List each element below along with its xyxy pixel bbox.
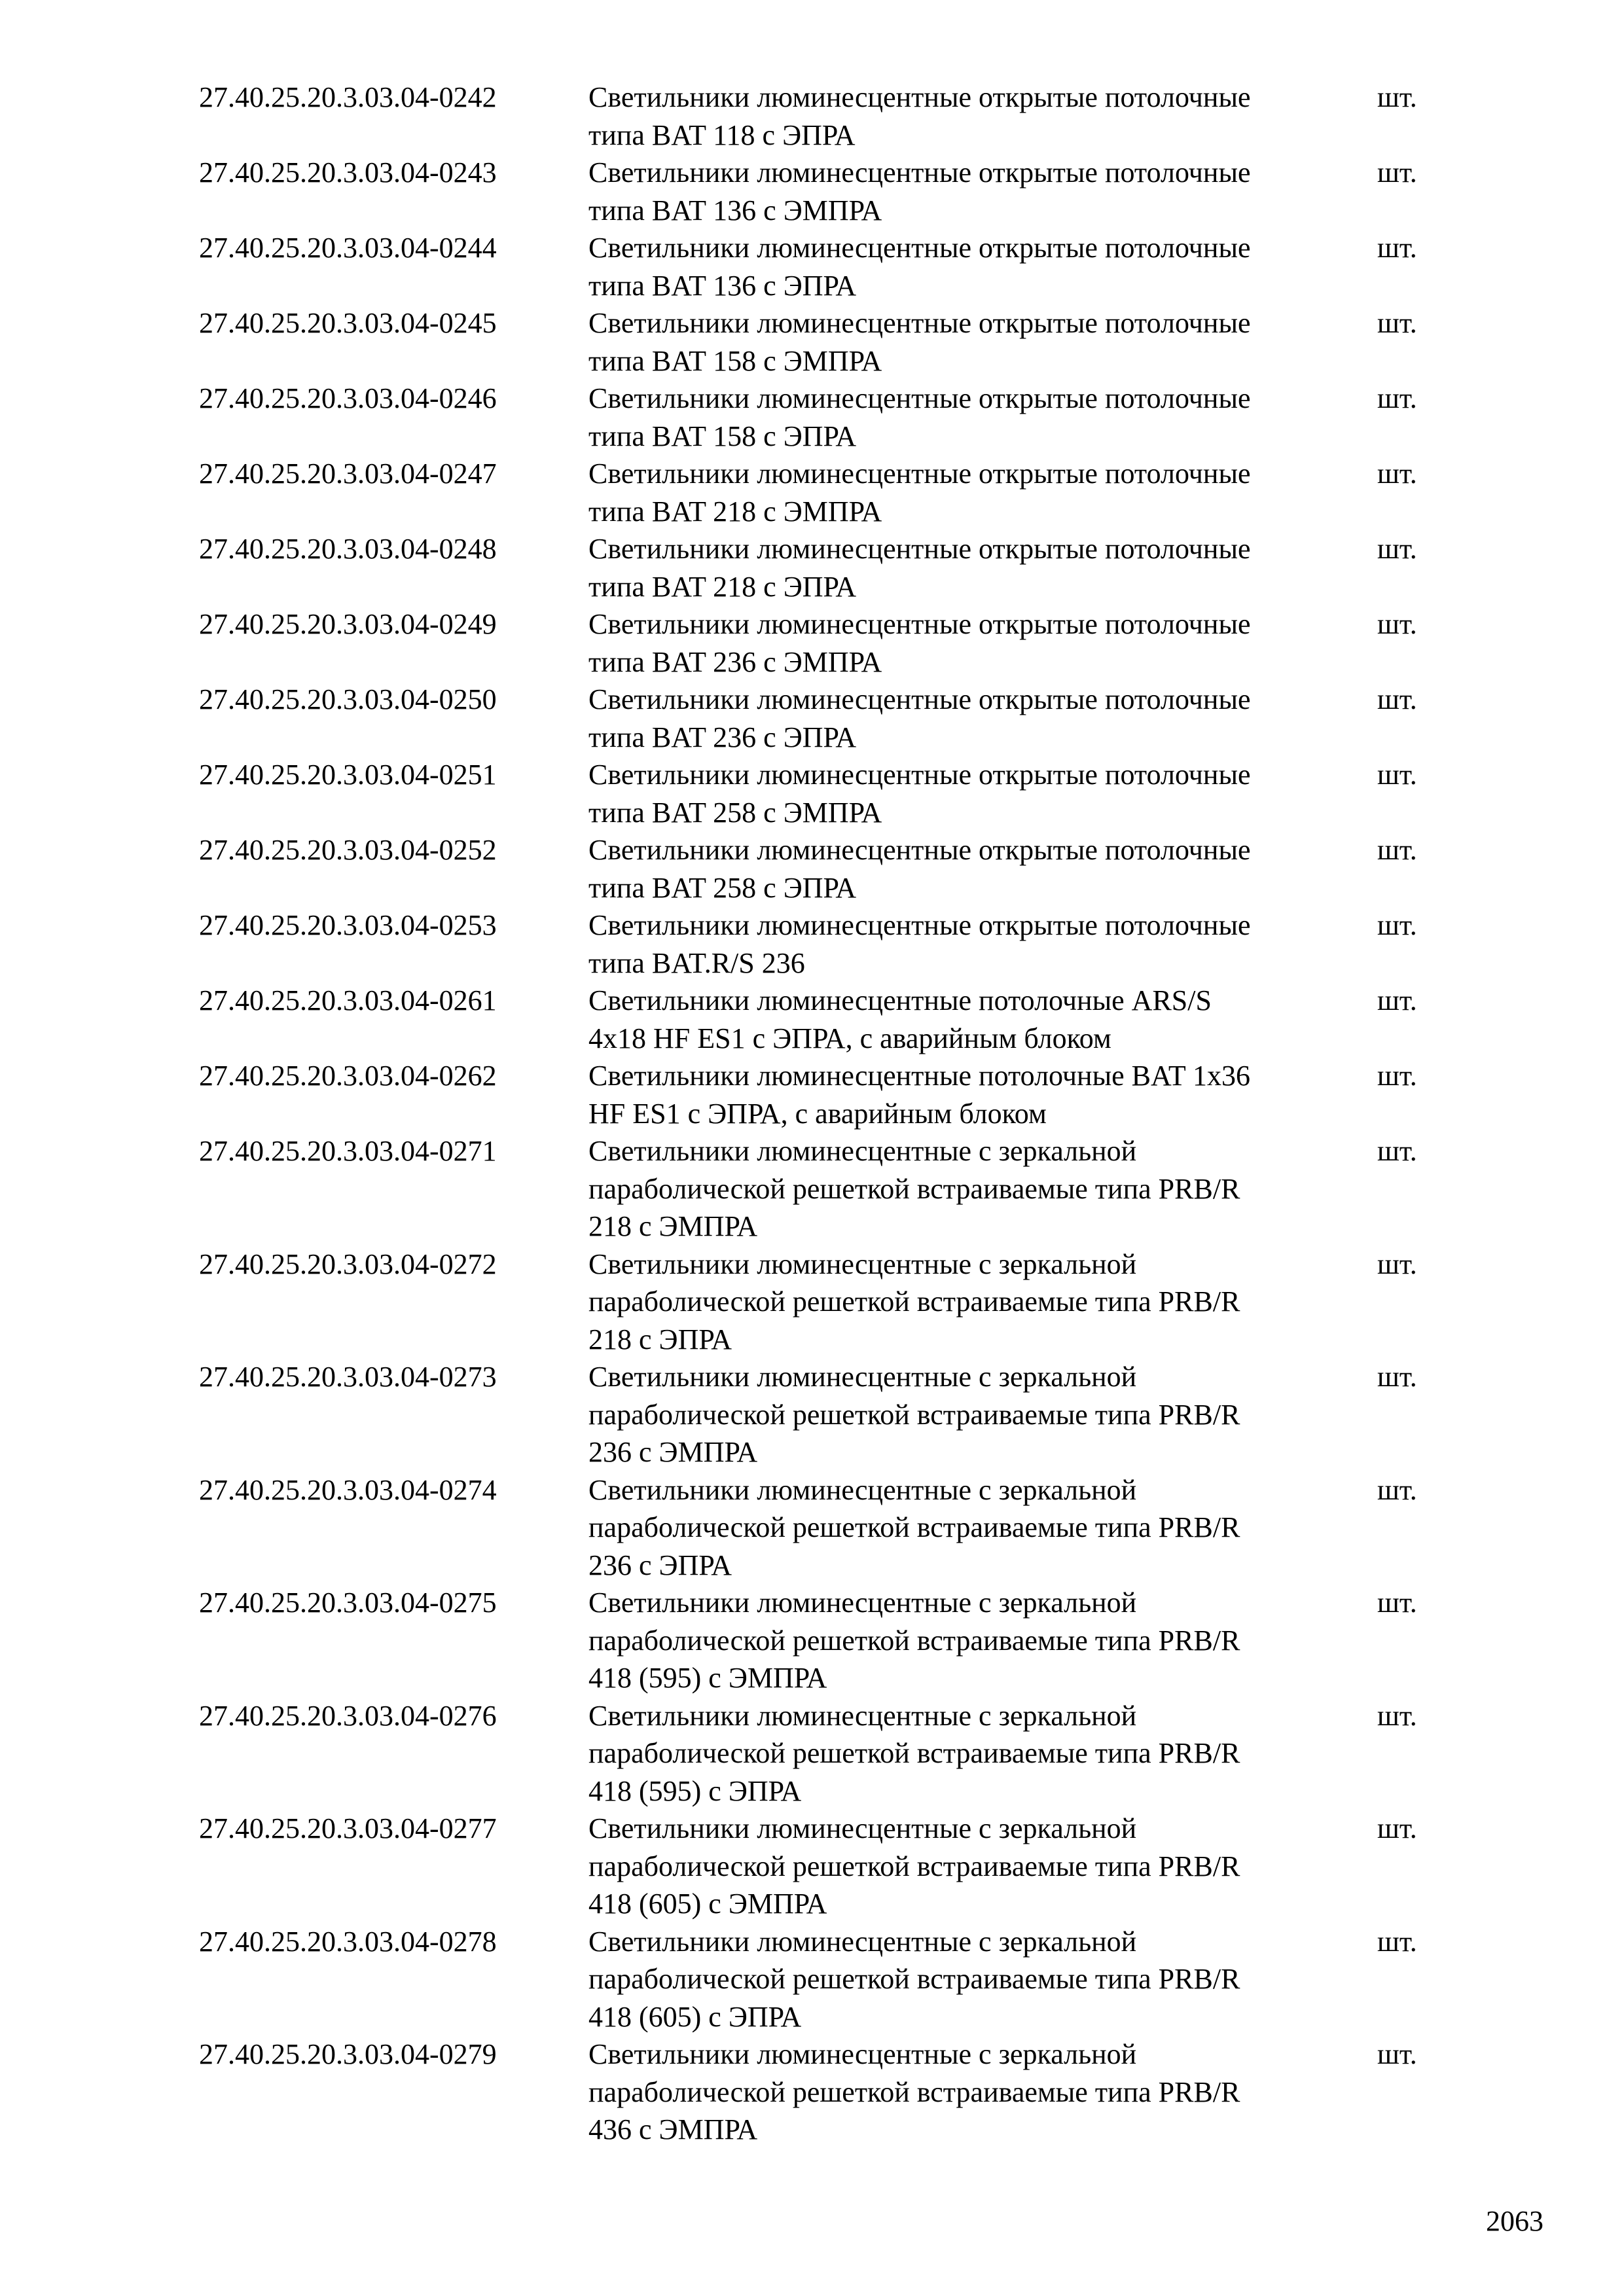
item-unit: шт. (1377, 382, 1417, 414)
item-description: Светильники люминесцентные с зеркальной параболической решеткой встраиваемые типа PRB/R 418 (595) с ЭПРА (588, 1699, 1240, 1807)
item-code: 27.40.25.20.3.03.04-0251 (199, 759, 497, 791)
catalog-row (0, 1132, 1624, 1246)
item-description: Светильники люминесцентные открытые потолочные типа BAT 236 с ЭПРА (588, 683, 1251, 753)
item-code: 27.40.25.20.3.03.04-0249 (199, 608, 497, 640)
catalog-row (0, 831, 1624, 906)
item-description: Светильники люминесцентные с зеркальной параболической решеткой встраиваемые типа PRB/R 218 с ЭПРА (588, 1247, 1240, 1355)
item-unit: шт. (1377, 1587, 1417, 1619)
item-unit: шт. (1377, 533, 1417, 565)
item-description: Светильники люминесцентные открытые потолочные типа BAT 118 с ЭПРА (588, 81, 1251, 151)
catalog-row (0, 1246, 1624, 1359)
item-description: Светильники люминесцентные открытые потолочные типа BAT 158 с ЭПРА (588, 382, 1251, 452)
item-code: 27.40.25.20.3.03.04-0271 (199, 1135, 497, 1167)
item-unit: шт. (1377, 457, 1417, 490)
catalog-row (0, 154, 1624, 229)
item-description: Светильники люминесцентные открытые потолочные типа BAT 236 с ЭМПРА (588, 608, 1251, 678)
item-code: 27.40.25.20.3.03.04-0274 (199, 1473, 497, 1506)
item-unit: шт. (1377, 1812, 1417, 1844)
catalog-row (0, 380, 1624, 455)
catalog-row (0, 982, 1624, 1057)
item-code: 27.40.25.20.3.03.04-0261 (199, 984, 497, 1016)
item-description: Светильники люминесцентные открытые потолочные типа BAT.R/S 236 (588, 909, 1251, 979)
item-description: Светильники люминесцентные с зеркальной параболической решеткой встраиваемые типа PRB/R 418 (605) с ЭМПРА (588, 1812, 1240, 1920)
item-description: Светильники люминесцентные открытые потолочные типа BAT 136 с ЭПРА (588, 232, 1251, 302)
item-unit: шт. (1377, 1361, 1417, 1393)
item-unit: шт. (1377, 1060, 1417, 1092)
catalog-row (0, 1471, 1624, 1585)
item-unit: шт. (1377, 909, 1417, 941)
item-description: Светильники люминесцентные потолочные BAT 1x36 HF ES1 с ЭПРА, с аварийным блоком (588, 1060, 1250, 1130)
item-description: Светильники люминесцентные открытые потолочные типа BAT 218 с ЭМПРА (588, 457, 1251, 528)
item-code: 27.40.25.20.3.03.04-0272 (199, 1247, 497, 1280)
item-code: 27.40.25.20.3.03.04-0253 (199, 909, 497, 941)
item-code: 27.40.25.20.3.03.04-0279 (199, 2038, 497, 2070)
item-description: Светильники люминесцентные открытые потолочные типа BAT 258 с ЭПРА (588, 834, 1251, 904)
item-code: 27.40.25.20.3.03.04-0277 (199, 1812, 497, 1844)
catalog-row (0, 304, 1624, 380)
item-code: 27.40.25.20.3.03.04-0252 (199, 834, 497, 866)
item-unit: шт. (1377, 1247, 1417, 1280)
catalog-row (0, 1057, 1624, 1132)
item-unit: шт. (1377, 1473, 1417, 1506)
item-unit: шт. (1377, 81, 1417, 113)
item-code: 27.40.25.20.3.03.04-0273 (199, 1361, 497, 1393)
item-code: 27.40.25.20.3.03.04-0278 (199, 1925, 497, 1958)
catalog-row (0, 229, 1624, 304)
item-unit: шт. (1377, 307, 1417, 339)
item-code: 27.40.25.20.3.03.04-0246 (199, 382, 497, 414)
catalog-row (0, 605, 1624, 681)
item-description: Светильники люминесцентные с зеркальной параболической решеткой встраиваемые типа PRB/R 418 (605) с ЭПРА (588, 1925, 1240, 2033)
item-unit: шт. (1377, 1135, 1417, 1167)
catalog-row (0, 1358, 1624, 1471)
item-unit: шт. (1377, 156, 1417, 188)
item-description: Светильники люминесцентные открытые потолочные типа BAT 158 с ЭМПРА (588, 307, 1251, 377)
item-unit: шт. (1377, 834, 1417, 866)
catalog-row (0, 79, 1624, 154)
catalog-row (0, 756, 1624, 831)
catalog-row (0, 530, 1624, 605)
catalog-row (0, 1810, 1624, 1923)
page-number: 2063 (1486, 2205, 1543, 2237)
item-unit: шт. (1377, 984, 1417, 1016)
item-unit: шт. (1377, 759, 1417, 791)
item-description: Светильники люминесцентные открытые потолочные типа BAT 258 с ЭМПРА (588, 759, 1251, 829)
item-description: Светильники люминесцентные с зеркальной параболической решеткой встраиваемые типа PRB/R 236 с ЭПРА (588, 1473, 1240, 1581)
item-code: 27.40.25.20.3.03.04-0275 (199, 1587, 497, 1619)
catalog-row (0, 1923, 1624, 2036)
catalog-list (0, 79, 1624, 2149)
item-code: 27.40.25.20.3.03.04-0243 (199, 156, 497, 188)
item-code: 27.40.25.20.3.03.04-0262 (199, 1060, 497, 1092)
catalog-row (0, 2036, 1624, 2149)
item-description: Светильники люминесцентные открытые потолочные типа BAT 136 с ЭМПРА (588, 156, 1251, 226)
catalog-row (0, 455, 1624, 530)
catalog-row (0, 1697, 1624, 1810)
item-description: Светильники люминесцентные потолочные ARS/S 4x18 HF ES1 с ЭПРА, с аварийным блоком (588, 984, 1212, 1054)
item-unit: шт. (1377, 608, 1417, 640)
item-code: 27.40.25.20.3.03.04-0244 (199, 232, 497, 264)
item-unit: шт. (1377, 683, 1417, 715)
item-code: 27.40.25.20.3.03.04-0245 (199, 307, 497, 339)
item-description: Светильники люминесцентные с зеркальной параболической решеткой встраиваемые типа PRB/R 418 (595) с ЭМПРА (588, 1587, 1240, 1694)
item-description: Светильники люминесцентные открытые потолочные типа BAT 218 с ЭПРА (588, 533, 1251, 603)
item-description: Светильники люминесцентные с зеркальной параболической решеткой встраиваемые типа PRB/R 436 с ЭМПРА (588, 2038, 1240, 2145)
item-unit: шт. (1377, 1925, 1417, 1958)
item-unit: шт. (1377, 232, 1417, 264)
item-description: Светильники люминесцентные с зеркальной параболической решеткой встраиваемые типа PRB/R 218 с ЭМПРА (588, 1135, 1240, 1242)
catalog-row (0, 1584, 1624, 1697)
catalog-row (0, 906, 1624, 982)
catalog-row (0, 681, 1624, 756)
item-code: 27.40.25.20.3.03.04-0247 (199, 457, 497, 490)
item-code: 27.40.25.20.3.03.04-0250 (199, 683, 497, 715)
item-unit: шт. (1377, 2038, 1417, 2070)
item-code: 27.40.25.20.3.03.04-0248 (199, 533, 497, 565)
item-unit: шт. (1377, 1699, 1417, 1732)
item-code: 27.40.25.20.3.03.04-0242 (199, 81, 497, 113)
item-description: Светильники люминесцентные с зеркальной параболической решеткой встраиваемые типа PRB/R 236 с ЭМПРА (588, 1361, 1240, 1468)
item-code: 27.40.25.20.3.03.04-0276 (199, 1699, 497, 1732)
